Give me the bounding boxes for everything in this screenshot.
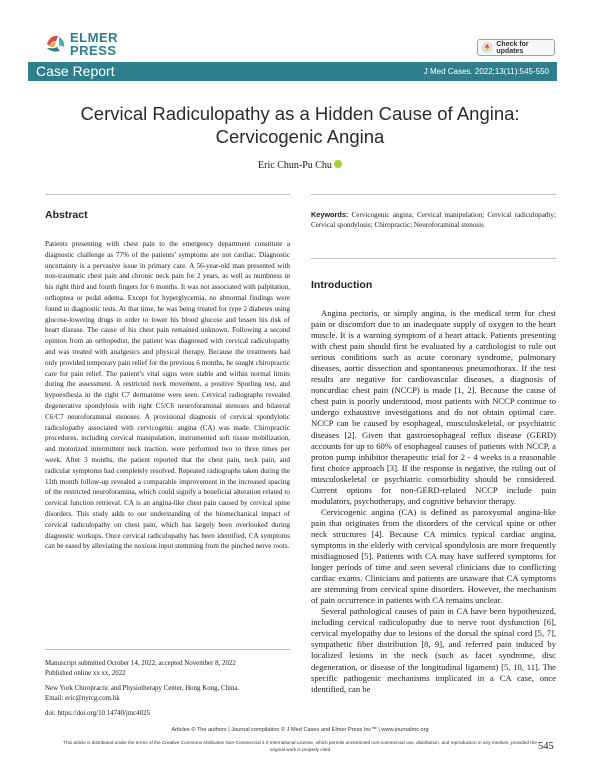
- introduction-heading: Introduction: [311, 279, 373, 291]
- author-line: [40, 160, 560, 171]
- article-type-band: [28, 62, 557, 81]
- keywords-text: Cervicogenic angina; Cervical manipulation; Cervical radiculopathy; Cervical spondylosis; Chiropractic; Neuroforaminal stenosis: [311, 211, 556, 230]
- affiliation: New York Chiropractic and Physiotherapy Center, Hong Kong, China.: [45, 685, 240, 692]
- orcid-icon[interactable]: [334, 160, 342, 168]
- intro-paragraph-1: Angina pectoris, or simply angina, is the medical term for chest pain or discomfort due to an inadequate supply of oxygen to the heart muscle. It is a warning symptom of a heart attack. Patients presenting with chest pain should first be evaluated by a cardiologist to rule out serious conditions such as acute coronary syndrome, pulmonary diseases, aortic dissection and spontaneous pneumothorax. If the test results are negative for cardiovascular diseases, a diagnosis of noncardiac chest pain (NCCP) is made [1, 2]. Because the cause of chest pain is poorly understood, most patients with NCCP continue to undergo exhaustive investigations and do not obtain optimal care. NCCP can be caused by esophageal, musculoskeletal, or psychiatric diseases [2]. Given that gastroesophageal reflux disease (GERD) accounts for up to 60% of esophageal causes of patients with NCCP, a proton pump inhibitor therapeutic trial for 2 - 4 weeks is a reasonable first choice approach [3]. If the response is negative, the ruling out of musculoskeletal or psychiatric comorbidity should be considered. Current options for non-GERD-related NCCP include pain modulators, psychotherapy, and cognitive behavior therapy.: [311, 308, 556, 506]
- title-line1: Cervical Radiculopathy as a Hidden Cause of Angina:: [80, 103, 520, 124]
- keywords-bottom-rule: [311, 258, 556, 259]
- author-name: Eric Chun-Pu Chu: [258, 160, 332, 171]
- check-updates-icon: [482, 42, 492, 53]
- keywords-label: Keywords:: [311, 210, 349, 219]
- article-title: [40, 102, 560, 148]
- submitted-line: Manuscript submitted October 14, 2022, accepted November 8, 2022: [45, 660, 236, 667]
- page-number: 545: [538, 741, 554, 752]
- footer-license: This article is distributed under the terms of the Creative Commons Attribution Non-Commercial 4.0 International License, which permits unrestricted non-commercial use, distribution, and reproduction in any medium, provided the original work is properly cited: [63, 740, 537, 752]
- abstract-bottom-rule: [45, 649, 290, 650]
- keywords-block: [311, 210, 556, 231]
- intro-paragraph-2: Cervicogenic angina (CA) is defined as paroxysmal angina-like pain that originates from the disorders of the cervical spine or other neck structures [4]. Because CA mimics typical cardiac angina, symptoms in the elderly with cervical spondylosis are more frequently misdiagnosed [5]. Patients with CA may have suffered symptoms for longer periods of time and seen several clinicians due to conflicting cardiac exams. Clinicians and patients are unaware that CA symptoms are stemming from cervical spine disorders. However, the mechanism of pain occurrence in patients with CA remains unclear.: [311, 506, 556, 606]
- title-line2: Cervicogenic Angina: [215, 126, 385, 147]
- author-email[interactable]: Email: eric@nyrcg.com.hk: [45, 695, 120, 703]
- check-for-updates-label: Check for updates: [496, 40, 529, 55]
- logo-line2: PRESS: [70, 43, 117, 58]
- footer-copyright: Articles © The authors | Journal compilation © J Med Cases and Elmer Press Inc™ | www.journalmc.org: [171, 727, 429, 733]
- check-for-updates-button[interactable]: [477, 39, 555, 56]
- abstract-heading: Abstract: [45, 209, 88, 221]
- introduction-body: [311, 308, 556, 695]
- abstract-top-rule: [45, 194, 290, 195]
- abstract-text: Patients presenting with chest pain to the emergency department constitute a diagnostic challenge as 77% of the patients’ symptoms are not cardiac. Diagnostic uncertainty is a pervasive issue in primary care. A 56-year-old man presented with non-traumatic chest pain and chronic neck pain for 2 years, as well as numbness in his right third and fourth fingers for 6 months. It was not associated with palpitation, orthopnea or pedal edema. Except for hyperglycemia, no abnormal findings were found in diagnostic tests. At that time, he was being treated for type 2 diabetes using glucose-lowering drugs in order to lower his blood glucose and lessen his risk of heart disease. The cause of his chest pain remained unknown. Following a second opinion from an orthopedist, the patient was diagnosed with cervical radiculopathy and was treated with analgesics and physical therapy. Because the treatments had only provided temporary pain relief for the previous 6 months, he sought chiropractic care for pain relief. The patient’s vital signs were stable and within normal limits during the assessment. A restricted neck movement, a positive Spurling test, and hypoesthesia in the right C7 dermatome were seen. Cervical radiographs revealed degenerative spondylosis with right C5/C6 neuroforaminal stenoses and bilateral C6/C7 neuroforaminal stenoses. A provisional diagnosis of cervical spondylotic radiculopathy associated with cervicogenic angina (CA) was made. Chiropractic procedures, including cervical manipulation, instrumented soft tissue mobilization, and motorized intermittent neck traction, were performed two to three times per week. After 3 months, the patient reported that the chest pain, neck pain, and radicular symptoms had completely resolved. Repeated radiographs taken during the 11th month follow-up revealed a comparable improvement in the increased spacing of the restricted neuroforamina, which could signify a beneficial alteration related to cervical function retrieval. CA is an angina-like chest pain caused by cervical spine disorders. This study adds to our understanding of the biomechanical impact of cervical radiculopathy on chest pain, which has largely been overlooked during diagnostic workups. Once cervical radiculopathy has been identified, CA symptoms can be eased by alleviating the noxious input stemming from the pinched nerve roots.: [45, 240, 290, 551]
- elmer-press-logo: [44, 30, 164, 60]
- doi-line[interactable]: doi: https://doi.org/10.14740/jmc4025: [45, 710, 150, 717]
- affiliation-block: [45, 684, 290, 705]
- published-line: Published online xx xx, 2022: [45, 670, 126, 678]
- journal-citation: J Med Cases. 2022;13(11):545-550: [423, 67, 549, 76]
- logo-line1: ELMER: [70, 30, 118, 45]
- keywords-top-rule: [311, 194, 556, 195]
- elmer-press-logo-icon: [44, 32, 68, 56]
- intro-paragraph-3: Several pathological causes of pain in CA have been hypothesized, including cervical radiculopathy due to nerve root dysfunction [6], cervical myelopathy due to lesions of the dorsal the spinal cord [5, 7], sympathetic fiber distribution [8, 9], and referred pain induced by localized lesions in the neck (such as facet syndrome, disc degeneration, or disease of the longitudinal ligament) [5, 10, 11]. The specific pathogenic mechanisms implicated in a CA case, once identified, can be: [311, 606, 556, 694]
- manuscript-dates: [45, 659, 290, 680]
- article-type: Case Report: [36, 63, 115, 79]
